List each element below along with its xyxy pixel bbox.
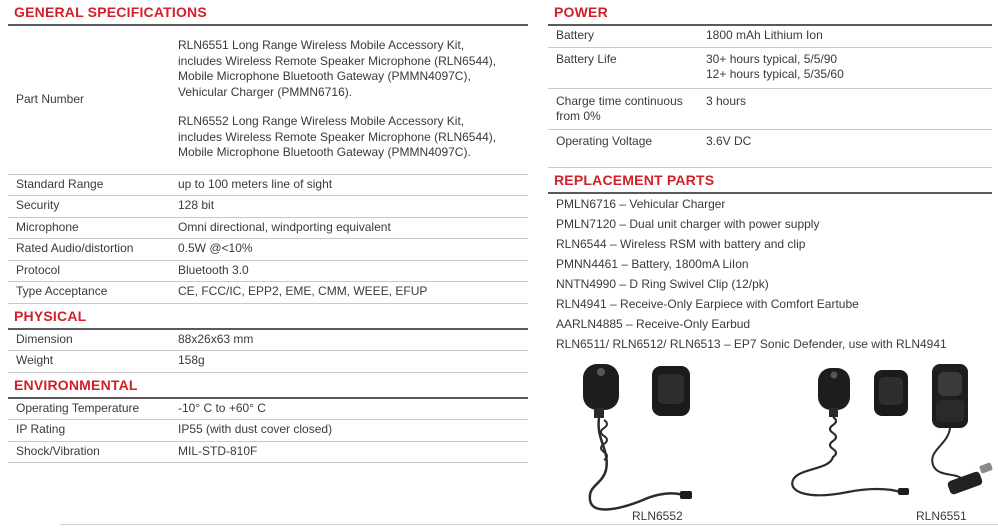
spec-label: Dimension — [8, 330, 170, 351]
spec-value: MIL-STD-810F — [170, 441, 528, 463]
spec-label: Weight — [8, 351, 170, 373]
product-illustration — [548, 360, 998, 527]
environmental-title: ENVIRONMENTAL — [8, 373, 528, 399]
spec-value: up to 100 meters line of sight — [170, 174, 528, 196]
product-images — [548, 360, 998, 527]
bluetooth-gateway-left — [652, 366, 690, 416]
caption-rln6552: RLN6552 — [632, 509, 683, 523]
spec-value: -10° C to +60° C — [170, 399, 528, 420]
spec-row — [8, 260, 528, 282]
spec-label: Standard Range — [8, 174, 170, 196]
bottom-rule — [60, 524, 998, 525]
spec-row — [8, 351, 528, 373]
general-specs-title: GENERAL SPECIFICATIONS — [8, 0, 528, 26]
spec-row — [548, 88, 992, 129]
spec-label: IP Rating — [8, 420, 170, 442]
spec-row — [8, 217, 528, 239]
part-number-row — [8, 26, 528, 174]
charge-time-label-line: from 0% — [556, 109, 601, 123]
list-item: PMLN6716 – Vehicular Charger — [556, 197, 726, 211]
list-item: AARLN4885 – Receive-Only Earbud — [556, 317, 751, 331]
spec-value: 3.6V DC — [698, 129, 992, 168]
spec-row — [548, 47, 992, 88]
right-column — [548, 0, 992, 354]
list-item: RLN4941 – Receive-Only Earpiece with Comfort Eartube — [556, 297, 859, 311]
spec-value: 128 bit — [170, 196, 528, 218]
spec-label: Shock/Vibration — [8, 441, 170, 463]
left-column — [8, 0, 528, 463]
list-item: NNTN4990 – D Ring Swivel Clip (12/pk) — [556, 277, 769, 291]
spec-row — [8, 399, 528, 420]
spec-row — [8, 420, 528, 442]
bluetooth-gateway-right — [874, 370, 908, 416]
physical-title: PHYSICAL — [8, 304, 528, 330]
spec-label: Rated Audio/distortion — [8, 239, 170, 261]
spec-label: Operating Temperature — [8, 399, 170, 420]
physical-table — [8, 330, 528, 373]
spec-row — [8, 196, 528, 218]
spec-label: Type Acceptance — [8, 282, 170, 304]
spec-label: Protocol — [8, 260, 170, 282]
spec-row — [8, 174, 528, 196]
environmental-table — [8, 399, 528, 464]
power-table — [548, 26, 992, 168]
charge-time-label-line: Charge time continuous — [556, 93, 683, 108]
list-item: RLN6544 – Wireless RSM with battery and clip — [556, 237, 806, 251]
battery-life-line: 30+ hours typical, 5/5/90 — [706, 51, 838, 66]
replacement-parts-list — [548, 194, 992, 354]
spec-value: 3 hours — [698, 88, 992, 129]
spec-row — [548, 129, 992, 168]
spec-label: Security — [8, 196, 170, 218]
part-number-kit-rln6551: RLN6551 Long Range Wireless Mobile Accessory Kit, includes Wireless Remote Speaker Microphone (RLN6544), Mobile Microphone Bluetooth Gateway (PMMN4097C), Vehicular Charger (PMMN6716). — [178, 38, 497, 99]
spec-value: 1800 mAh Lithium Ion — [698, 26, 992, 47]
spec-row — [8, 330, 528, 351]
power-title: POWER — [548, 0, 992, 26]
battery-life-line: 12+ hours typical, 5/35/60 — [706, 67, 844, 81]
list-item: RLN6511/ RLN6512/ RLN6513 – EP7 Sonic Defender, use with RLN4941 — [556, 337, 947, 351]
spec-value — [698, 47, 992, 88]
spec-label: Battery Life — [548, 47, 698, 88]
vehicular-charger — [932, 364, 993, 495]
spec-row — [8, 239, 528, 261]
spec-value: Omni directional, windporting equivalent — [170, 217, 528, 239]
caption-rln6551: RLN6551 — [916, 509, 967, 523]
part-number-value — [170, 26, 528, 174]
spec-value: 0.5W @<10% — [170, 239, 528, 261]
spec-row — [8, 441, 528, 463]
list-item: PMLN7120 – Dual unit charger with power supply — [556, 217, 820, 231]
part-number-label: Part Number — [8, 26, 170, 174]
part-number-kit-rln6552: RLN6552 Long Range Wireless Mobile Accessory Kit, includes Wireless Remote Speaker Microphone (RLN6544), Mobile Microphone Bluetooth Gateway (PMMN4097C). — [178, 114, 497, 159]
spec-label: Battery — [548, 26, 698, 47]
list-item: PMNN4461 – Battery, 1800mA LiIon — [556, 257, 749, 271]
spec-label: Operating Voltage — [548, 129, 698, 168]
spec-value: Bluetooth 3.0 — [170, 260, 528, 282]
spec-row — [8, 282, 528, 304]
spec-value: CE, FCC/IC, EPP2, EME, CMM, WEEE, EFUP — [170, 282, 528, 304]
spec-value: IP55 (with dust cover closed) — [170, 420, 528, 442]
spec-label — [548, 88, 698, 129]
spec-value: 88x26x63 mm — [170, 330, 528, 351]
general-specs-table — [8, 26, 528, 304]
spec-row — [548, 26, 992, 47]
spec-label: Microphone — [8, 217, 170, 239]
replacement-parts-title: REPLACEMENT PARTS — [548, 168, 992, 194]
spec-value: 158g — [170, 351, 528, 373]
